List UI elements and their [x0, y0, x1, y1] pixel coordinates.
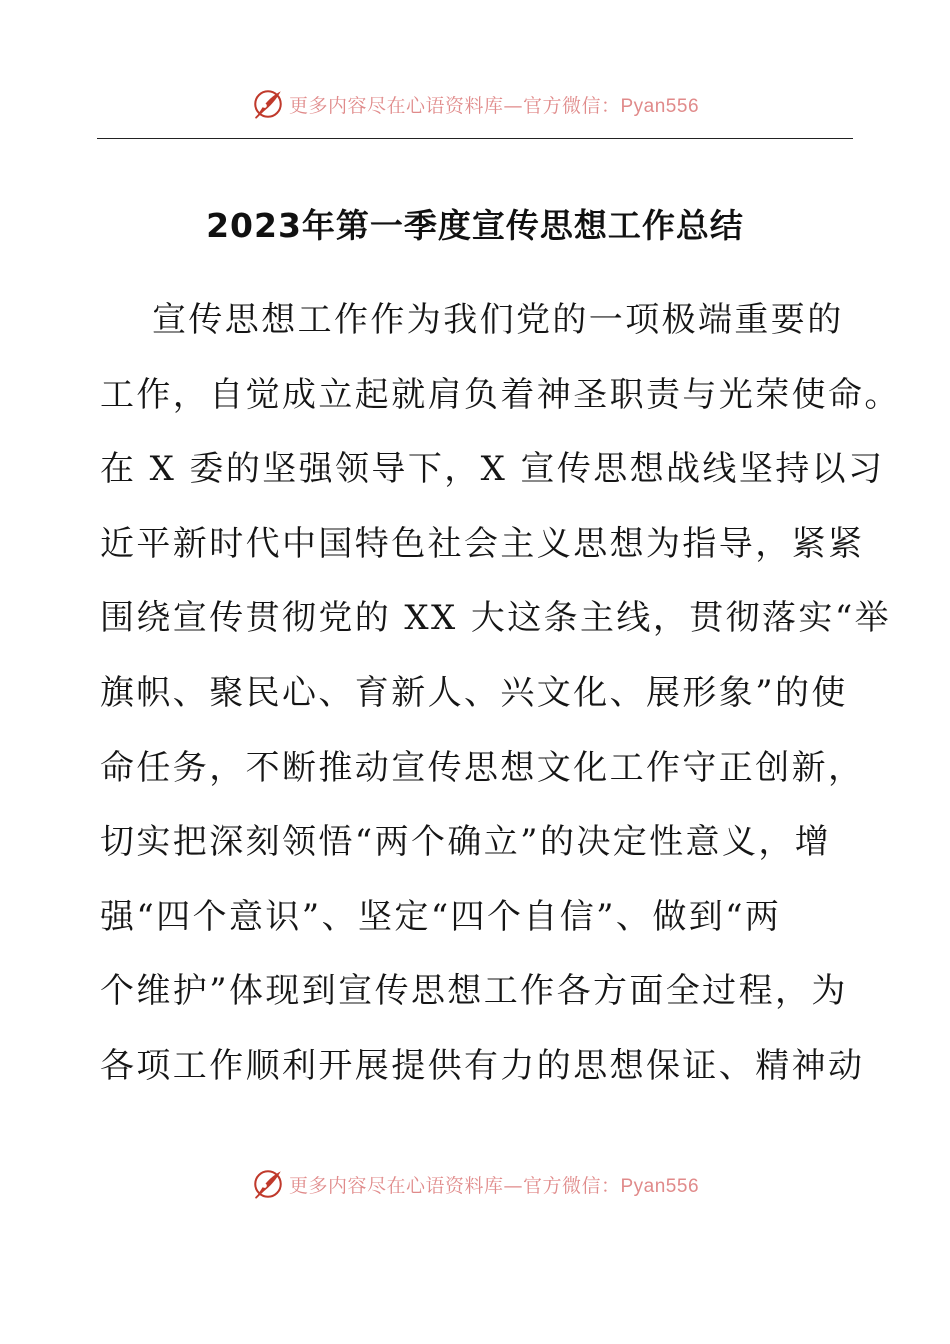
footer-banner — [0, 1164, 950, 1204]
header-banner-text — [289, 91, 699, 118]
red-quill-logo-icon — [251, 87, 285, 121]
body-line: 切实把深刻领悟“两个确立”的决定性意义，增 — [100, 822, 832, 863]
document-title: 2023年第一季度宣传思想工作总结 — [206, 206, 744, 245]
red-quill-logo-icon — [251, 1167, 285, 1201]
header-divider — [97, 138, 853, 139]
document-body — [100, 288, 901, 1109]
footer-banner-wechat-id: Pyan556 — [620, 1175, 700, 1197]
body-line: 强“四个意识”、坚定“四个自信”、做到“两 — [100, 896, 782, 937]
body-line: 工作，自觉成立起就肩负着神圣职责与光荣使命。 — [100, 374, 901, 415]
header-banner — [0, 84, 950, 124]
body-line: 个维护”体现到宣传思想工作各方面全过程，为 — [100, 971, 848, 1012]
body-line: 围绕宣传贯彻党的 XX 大这条主线，贯彻落实“举 — [100, 598, 892, 639]
header-banner-text-cn: 更多内容尽在心语资料库—官方微信： — [288, 94, 621, 117]
footer-banner-text — [289, 1171, 699, 1198]
body-line: 命任务，不断推动宣传思想文化工作守正创新， — [100, 747, 865, 788]
header-banner-wechat-id: Pyan556 — [620, 95, 700, 117]
footer-banner-text-cn: 更多内容尽在心语资料库—官方微信： — [288, 1174, 621, 1197]
body-line: 近平新时代中国特色社会主义思想为指导，紧紧 — [100, 523, 865, 564]
body-line: 各项工作顺利开展提供有力的思想保证、精神动 — [100, 1045, 865, 1086]
body-line: 在 X 委的坚强领导下，X 宣传思想战线坚持以习 — [100, 449, 885, 490]
body-line: 旗帜、聚民心、育新人、兴文化、展形象”的使 — [100, 672, 848, 713]
body-line: 宣传思想工作作为我们党的一项极端重要的 — [152, 300, 844, 340]
